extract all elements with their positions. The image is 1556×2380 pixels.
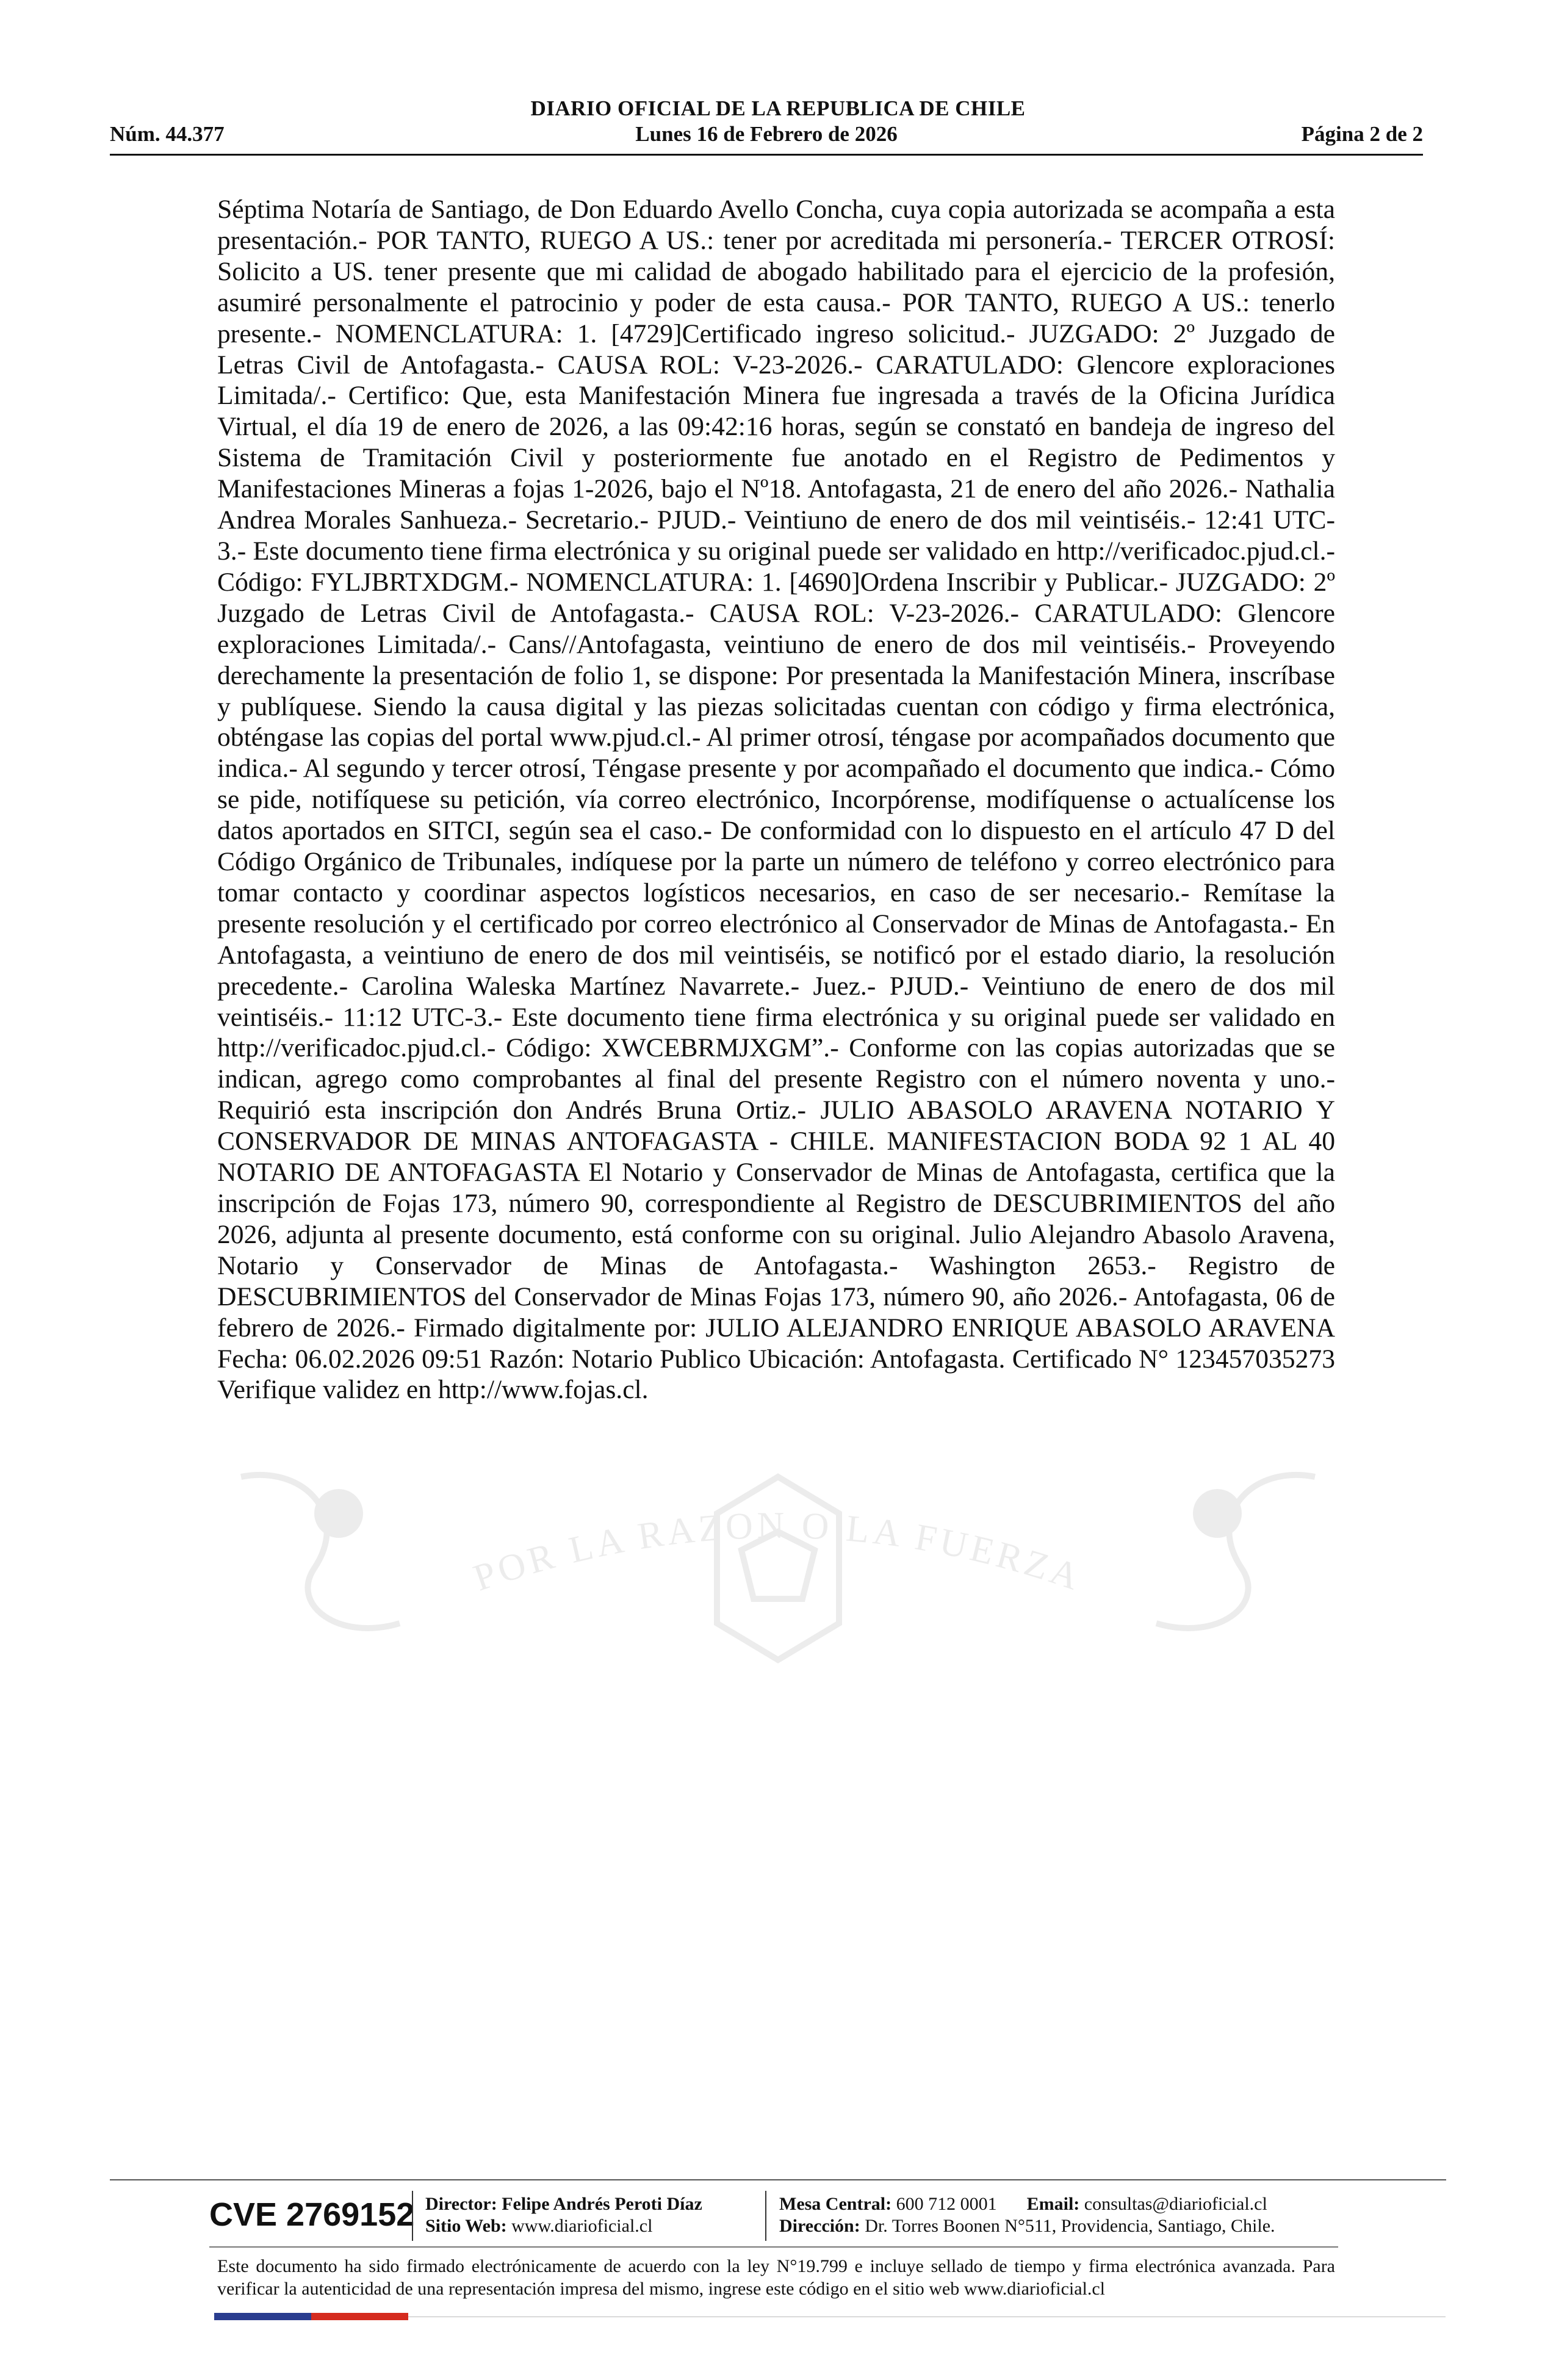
director-label: Director:	[425, 2194, 497, 2214]
gazette-title: DIARIO OFICIAL DE LA REPUBLICA DE CHILE	[530, 96, 1026, 120]
footer-divider-top	[110, 2179, 1446, 2180]
flag-red-segment	[311, 2313, 408, 2320]
footer-separator	[412, 2191, 413, 2241]
page-indicator: Página 2 de 2	[1301, 122, 1423, 146]
flag-stripe	[214, 2313, 408, 2320]
website-link[interactable]: www.diarioficial.cl	[511, 2216, 653, 2236]
director-name: Felipe Andrés Peroti Díaz	[502, 2194, 702, 2214]
coat-of-arms-watermark	[217, 1440, 1339, 1672]
document-body: Séptima Notaría de Santiago, de Don Eduardo Avello Concha, cuya copia autorizada se acompaña a esta presentación.- POR TANTO, RUEGO A US.: tener por acreditada mi personería.- TERCER OTROSÍ: Solicito a US. tener presente que mi calidad de abogado habilitado para el ejercicio de la profesión, asumiré personalmente el patrocinio y poder de esta causa.- POR TANTO, RUEGO A US.: tenerlo presente.- NOMENCLATURA: 1. [4729]Certificado ingreso solicitud.- JUZGADO: 2º Juzgado de Letras Civil de Antofagasta.- CAUSA ROL: V-23-2026.- CARATULADO: Glencore exploraciones Limitada/.- Certifico: Que, esta Manifestación Minera fue ingresada a través de la Oficina Jurídica Virtual, el día 19 de enero de 2026, a las 09:42:16 horas, según se constató en bandeja de ingreso del Sistema de Tramitación Civil y posteriormente fue anotado en el Registro de Pedimentos y Manifestaciones Mineras a fojas 1-2026, bajo el Nº18. Antofagasta, 21 de enero del año 2026.- Nathalia Andrea Morales Sanhueza.- Secretario.- PJUD.- Veintiuno de enero de dos mil veintiséis.- 12:41 UTC-3.- Este documento tiene firma electrónica y su original puede ser validado en http://verificadoc.pjud.cl.- Código: FYLJBRTXDGM.- NOMENCLATURA: 1. [4690]Ordena Inscribir y Publicar.- JUZGADO: 2º Juzgado de Letras Civil de Antofagasta.- CAUSA ROL: V-23-2026.- CARATULADO: Glencore exploraciones Limitada/.- Cans//Antofagasta, veintiuno de enero de dos mil veintiséis.- Proveyendo derechamente la presentación de folio 1, se dispone: Por presentada la Manifestación Minera, inscríbase y publíquese. Siendo la causa digital y las piezas solicitadas cuentan con código y firma electrónica, obténgase las copias del portal www.pjud.cl.- Al primer otrosí, téngase por acompañados documento que indica.- Al segundo y tercer otrosí, Téngase presente y por acompañado el documento que indica.- Cómo se pide, notifíquese su petición, vía correo electrónico, Incorpórense, modifíquense o actualícense los datos aportados en SITCI, según sea el caso.- De conformidad con lo dispuesto en el artículo 47 D del Código Orgánico de Tribunales, indíquese por la parte un número de teléfono y correo electrónico para tomar contacto y coordinar aspectos logísticos necesarios, en caso de ser necesario.- Remítase la presente resolución y el certificado por correo electrónico al Conservador de Minas de Antofagasta.- En Antofagasta, a veintiuno de enero de dos mil veintiséis, se notificó por el estado diario, la resolución precedente.- Carolina Waleska Martínez Navarrete.- Juez.- PJUD.- Veintiuno de enero de dos mil veintiséis.- 11:12 UTC-3.- Este documento tiene firma electrónica y su original puede ser validado en http://verificadoc.pjud.cl.- Código: XWCEBRMJXGM”.- Conforme con las copias autorizadas que se indican, agrego como comprobantes al final del presente Registro con el número noventa y uno.- Requirió esta inscripción don Andrés Bruna Ortiz.- JULIO ABASOLO ARAVENA NOTARIO Y CONSERVADOR DE MINAS ANTOFAGASTA - CHILE. MANIFESTACION BODA 92 1 AL 40 NOTARIO DE ANTOFAGASTA El Notario y Conservador de Minas de Antofagasta, certifica que la inscripción de Fojas 173, número 90, correspondiente al Registro de DESCUBRIMIENTOS del año 2026, adjunta al presente documento, está conforme con su original. Julio Alejandro Abasolo Aravena, Notario y Conservador de Minas de Antofagasta.- Washington 2653.- Registro de DESCUBRIMIENTOS del Conservador de Minas Fojas 173, número 90, año 2026.- Antofagasta, 06 de febrero de 2026.- Firmado digitalmente por: JULIO ALEJANDRO ENRIQUE ABASOLO ARAVENA Fecha: 06.02.2026 09:51 Razón: Notario Publico Ubicación: Antofagasta. Certificado N° 123457035273 Verifique validez en http://www.fojas.cl.	[217, 195, 1335, 1405]
phone-number: 600 712 0001	[896, 2194, 997, 2214]
svg-text:POR LA RAZON O LA FUERZA	[469, 1505, 1088, 1599]
website-label: Sitio Web:	[425, 2216, 507, 2236]
footer-address	[779, 2215, 1275, 2237]
footer-website	[425, 2215, 652, 2237]
address-value: Dr. Torres Boonen N°511, Providencia, Santiago, Chile.	[865, 2216, 1275, 2236]
watermark-motto: POR LA RAZON O LA FUERZA	[468, 1504, 1088, 1599]
issue-date: Lunes 16 de Febrero de 2026	[635, 122, 898, 146]
phone-label: Mesa Central:	[779, 2194, 892, 2214]
email-label: Email:	[1026, 2194, 1080, 2214]
footer-divider-middle	[209, 2246, 1338, 2248]
issue-number: Núm. 44.377	[110, 122, 225, 146]
address-label: Dirección:	[779, 2216, 860, 2236]
footer-separator	[765, 2191, 766, 2241]
flag-blue-segment	[214, 2313, 311, 2320]
footer-contact	[779, 2193, 1267, 2215]
header-row	[110, 122, 1423, 149]
cve-code: CVE 2769152	[209, 2196, 415, 2233]
email-link[interactable]: consultas@diarioficial.cl	[1084, 2194, 1267, 2214]
signature-notice: Este documento ha sido firmado electrónicamente de acuerdo con la ley N°19.799 e incluye sellado de tiempo y firma electrónica avanzada. Para verificar la autenticidad de una representación impresa del mismo, ingrese este código en el sitio web www.diarioficial.cl	[217, 2256, 1335, 2299]
footer-director	[425, 2193, 702, 2215]
header-divider	[110, 154, 1423, 156]
